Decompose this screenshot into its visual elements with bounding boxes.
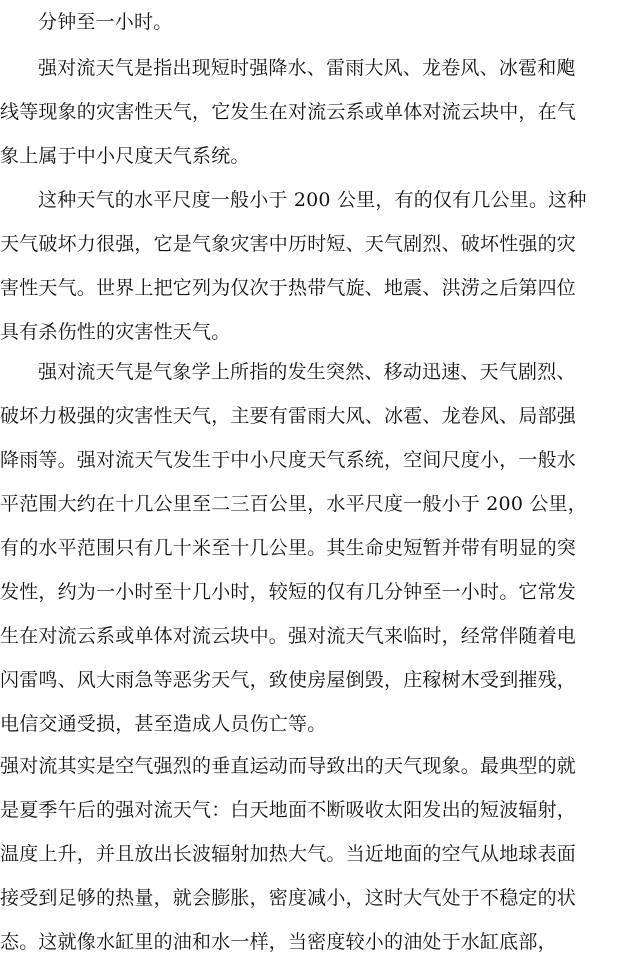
paragraph-cause (0, 744, 588, 964)
text-line: 线等现象的灾害性天气，它发生在对流云系或单体对流云块中，在气 (0, 101, 577, 123)
text-line: 害性天气。世界上把它列为仅次于热带气旋、地震、洪涝之后第四位 (0, 277, 577, 299)
text-line: 发性，约为一小时至十几小时，较短的仅有几分钟至一小时。它常发 (0, 581, 577, 603)
text-line: 接受到足够的热量，就会膨胀，密度减小，这时大气处于不稳定的状 (0, 887, 577, 909)
text-line: 降雨等。强对流天气发生于中小尺度天气系统，空间尺度小，一般水 (0, 449, 577, 471)
text-line: 生在对流云系或单体对流云块中。强对流天气来临时，经常伴随着电 (0, 625, 577, 647)
text-line: 强对流天气是气象学上所指的发生突然、移动迅速、天气剧烈、 (38, 361, 576, 383)
text-line: 这种天气的水平尺度一般小于 200 公里，有的仅有几公里。这种 (38, 189, 587, 211)
text-line: 平范围大约在十几公里至二三百公里，水平尺度一般小于 200 公里， (0, 493, 587, 515)
text-line: 天气破坏力很强，它是气象灾害中历时短、天气剧烈、破坏性强的灾 (0, 233, 577, 255)
text-line: 破坏力极强的灾害性天气，主要有雷雨大风、冰雹、龙卷风、局部强 (0, 405, 577, 427)
text-line: 电信交通受损，甚至造成人员伤亡等。 (0, 713, 327, 735)
paragraph-characteristics (0, 350, 588, 746)
text-line: 象上属于中小尺度天气系统。 (0, 145, 250, 167)
paragraph-scale (0, 178, 588, 354)
text-line: 具有杀伤性的灾害性天气。 (0, 321, 231, 343)
paragraph-definition (0, 46, 588, 178)
text-line: 态。这就像水缸里的油和水一样，当密度较小的油处于水缸底部， (0, 931, 557, 953)
text-line: 是夏季午后的强对流天气：白天地面不断吸收太阳发出的短波辐射， (0, 799, 577, 821)
text-line: 温度上升，并且放出长波辐射加热大气。当近地面的空气从地球表面 (0, 843, 577, 865)
text-line: 有的水平范围只有几十米至十几公里。其生命史短暂并带有明显的突 (0, 537, 577, 559)
paragraph-fragment-top (0, 0, 588, 44)
text-line: 强对流其实是空气强烈的垂直运动而导致出的天气现象。最典型的就 (0, 755, 577, 777)
text-line: 分钟至一小时。 (38, 11, 173, 33)
text-line: 闪雷鸣、风大雨急等恶劣天气，致使房屋倒毁，庄稼树木受到摧残， (0, 669, 577, 691)
text-line: 强对流天气是指出现短时强降水、雷雨大风、龙卷风、冰雹和飑 (38, 57, 576, 79)
